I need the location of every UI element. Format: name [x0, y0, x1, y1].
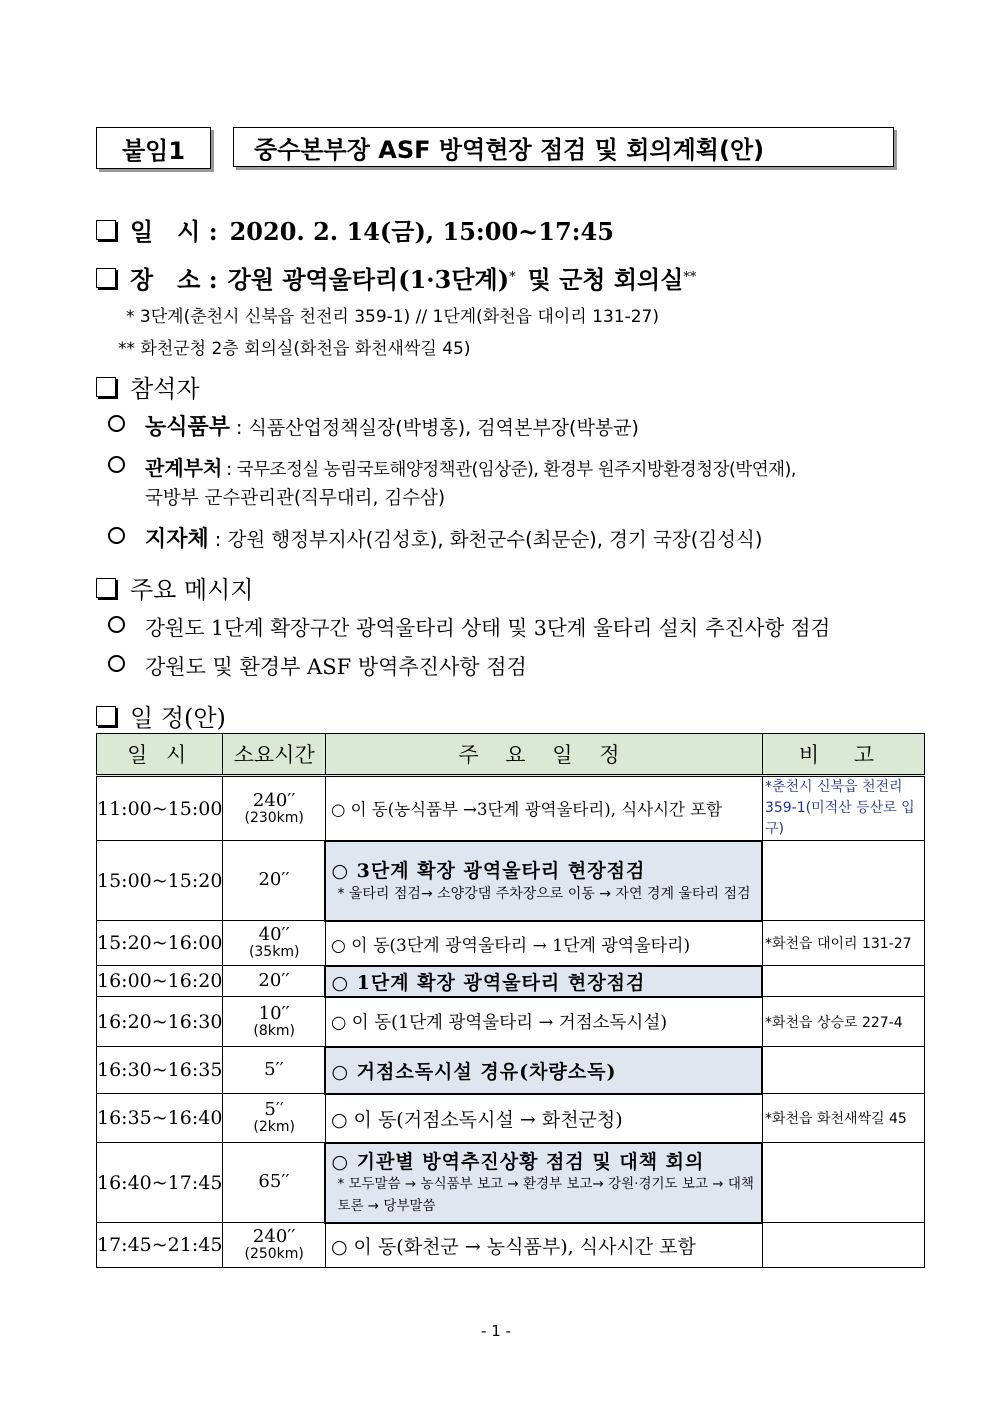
message-text: 강원도 및 환경부 ASF 방역추진사항 점검 [145, 655, 527, 679]
checkbox-icon [96, 578, 116, 598]
row-duration [223, 841, 326, 921]
attendee-org: 농식품부 [145, 414, 231, 440]
row-remark [762, 1047, 924, 1094]
row-remark: *춘천시 신북읍 천전리 359-1(미적산 등산로 입구) [762, 776, 924, 841]
attendees-section [96, 369, 200, 404]
duration-value: 20′′ [258, 869, 290, 891]
main-text: ○ 1단계 확장 광역울타리 현장점검 [331, 971, 646, 994]
main-text: ○ 기관별 방역추진상황 점검 및 대책 회의 [331, 1151, 705, 1174]
circle-bullet-icon [108, 616, 125, 633]
circle-bullet-icon [108, 655, 125, 672]
table-row [97, 997, 925, 1047]
attendee-item [108, 522, 762, 553]
row-duration [223, 921, 326, 966]
row-time: 16:00~16:20 [97, 966, 223, 997]
location-note-1: * 3단계(춘천시 신북읍 천전리 359-1) // 1단계(화천읍 대이리 131-27) [126, 307, 659, 327]
duration-value: 5′′ [264, 1058, 284, 1080]
row-time: 16:40~17:45 [97, 1143, 223, 1223]
duration-value: 40′′ [258, 924, 290, 946]
distance-value: (2km) [253, 1119, 295, 1136]
row-main [325, 1047, 762, 1094]
row-remark [762, 1223, 924, 1268]
datetime-label: 일 시 : [130, 217, 218, 246]
schedule-table [96, 733, 925, 1268]
table-row [97, 1047, 925, 1094]
circle-bullet-icon [108, 456, 125, 473]
main-text: ○ 이 동(1단계 광역울타리 → 거점소독시설) [330, 1013, 668, 1033]
row-main [325, 966, 762, 997]
row-remark [762, 841, 924, 921]
attendee-text: : 강원 행정부지사(김성호), 화천군수(최문순), 경기 국장(김성식) [214, 528, 763, 551]
duration-value: 240′′ [252, 1226, 296, 1248]
row-duration [223, 1047, 326, 1094]
row-duration [223, 997, 326, 1047]
row-time: 15:20~16:00 [97, 921, 223, 966]
attendee-text-continued: 국방부 군수관리관(직무대리, 김수삼) [145, 488, 446, 509]
attendee-item [108, 410, 639, 441]
schedule-section [96, 698, 226, 733]
page-title: 중수본부장 ASF 방역현장 점검 및 회의계획(안) [254, 135, 765, 164]
table-row [97, 966, 925, 997]
row-remark: *화천읍 상승로 227-4 [762, 997, 924, 1047]
location-sup1: * [509, 270, 516, 285]
attendees-label: 참석자 [130, 375, 200, 403]
attendee-org: 지자체 [145, 526, 209, 552]
row-main [325, 997, 762, 1047]
distance-value: (230km) [244, 809, 304, 826]
main-text: ○ 이 동(3단계 광역울타리 → 1단계 광역울타리) [330, 935, 691, 956]
row-main [325, 776, 762, 841]
main-text: ○ 이 동(거점소독시설 → 화천군청) [330, 1108, 623, 1131]
messages-label: 주요 메시지 [130, 576, 254, 604]
main-text: ○ 이 동(농식품부 →3단계 광역울타리), 식사시간 포함 [330, 800, 723, 820]
duration-value: 5′′ [264, 1099, 284, 1121]
location-note-2: ** 화천군청 2층 회의실(화천읍 화천새싹길 45) [118, 339, 471, 359]
header-time: 일 시 [97, 734, 223, 776]
main-text: ○ 거점소독시설 경유(차량소독) [331, 1060, 617, 1083]
row-time: 16:30~16:35 [97, 1047, 223, 1094]
row-remark: *화천읍 대이리 131-27 [762, 921, 924, 966]
message-item [108, 611, 830, 641]
table-row [97, 1143, 925, 1223]
row-time: 15:00~15:20 [97, 841, 223, 921]
row-time: 11:00~15:00 [97, 776, 223, 841]
row-duration [223, 1094, 326, 1143]
row-main [325, 841, 762, 921]
page-number: - 1 - [481, 1322, 511, 1340]
location-value: 강원 광역울타리(1·3단계) [227, 265, 510, 294]
checkbox-icon [96, 706, 116, 726]
attendee-text: : 국무조정실 농림국토해양정책관(임상준), 환경부 원주지방환경청장(박연재), [226, 460, 796, 480]
datetime-value: 2020. 2. 14(금), 15:00~17:45 [229, 217, 614, 246]
attendee-org: 관계부처 [145, 456, 223, 480]
header-duration: 소요시간 [223, 734, 326, 776]
circle-bullet-icon [108, 527, 125, 544]
location-label: 장 소 : [130, 265, 218, 294]
row-time: 16:35~16:40 [97, 1094, 223, 1143]
datetime-section [96, 212, 614, 247]
header-remark: 비 고 [762, 734, 924, 776]
message-text: 강원도 1단계 확장구간 광역울타리 상태 및 3단계 울타리 설치 추진사항 점검 [145, 616, 831, 640]
row-duration [223, 776, 326, 841]
row-main [325, 921, 762, 966]
table-row [97, 1223, 925, 1268]
row-main [325, 1143, 762, 1223]
main-text: ○ 이 동(화천군 → 농식품부), 식사시간 포함 [330, 1235, 696, 1258]
duration-value: 240′′ [252, 789, 296, 811]
location-value2: 및 군청 회의실 [527, 265, 684, 294]
location-section [96, 260, 696, 295]
checkbox-icon [96, 268, 116, 288]
row-duration [223, 1223, 326, 1268]
location-sup2: ** [683, 270, 697, 285]
row-time: 17:45~21:45 [97, 1223, 223, 1268]
attachment-label: 붙임1 [121, 136, 186, 165]
distance-value: (35km) [248, 944, 300, 961]
attachment-label-box [96, 127, 211, 169]
row-main [325, 1223, 762, 1268]
message-item [108, 651, 527, 681]
row-main [325, 1094, 762, 1143]
table-header-row [97, 734, 925, 776]
title-box [233, 127, 894, 167]
row-duration [223, 1143, 326, 1223]
main-subtext: * 울타리 점검→ 소양강댐 주차장으로 이동 → 자연 경계 울타리 점검 [337, 885, 751, 902]
distance-value: (250km) [244, 1246, 304, 1263]
row-remark [762, 1143, 924, 1223]
duration-value: 10′′ [258, 1002, 290, 1024]
row-remark [762, 966, 924, 997]
circle-bullet-icon [108, 415, 125, 432]
row-time: 16:20~16:30 [97, 997, 223, 1047]
main-text: ○ 3단계 확장 광역울타리 현장점검 [331, 859, 646, 882]
checkbox-icon [96, 220, 116, 240]
header-main: 주 요 일 정 [325, 734, 762, 776]
row-remark: *화천읍 화천새싹길 45 [762, 1094, 924, 1143]
duration-value: 65′′ [258, 1171, 290, 1193]
row-duration [223, 966, 326, 997]
table-row [97, 1094, 925, 1143]
schedule-label: 일 정(안) [130, 704, 226, 732]
messages-section [96, 570, 254, 605]
table-row [97, 921, 925, 966]
main-subtext: * 모두말씀 → 농식품부 보고 → 환경부 보고→ 강원·경기도 보고 → 대책토론 → 당부말씀 [337, 1176, 754, 1214]
table-row [97, 841, 925, 921]
table-row [97, 776, 925, 841]
attendee-item [108, 452, 796, 481]
attendee-text: : 식품산업정책실장(박병홍), 검역본부장(박봉균) [236, 417, 639, 439]
distance-value: (8km) [253, 1022, 295, 1039]
duration-value: 20′′ [258, 969, 290, 991]
checkbox-icon [96, 377, 116, 397]
